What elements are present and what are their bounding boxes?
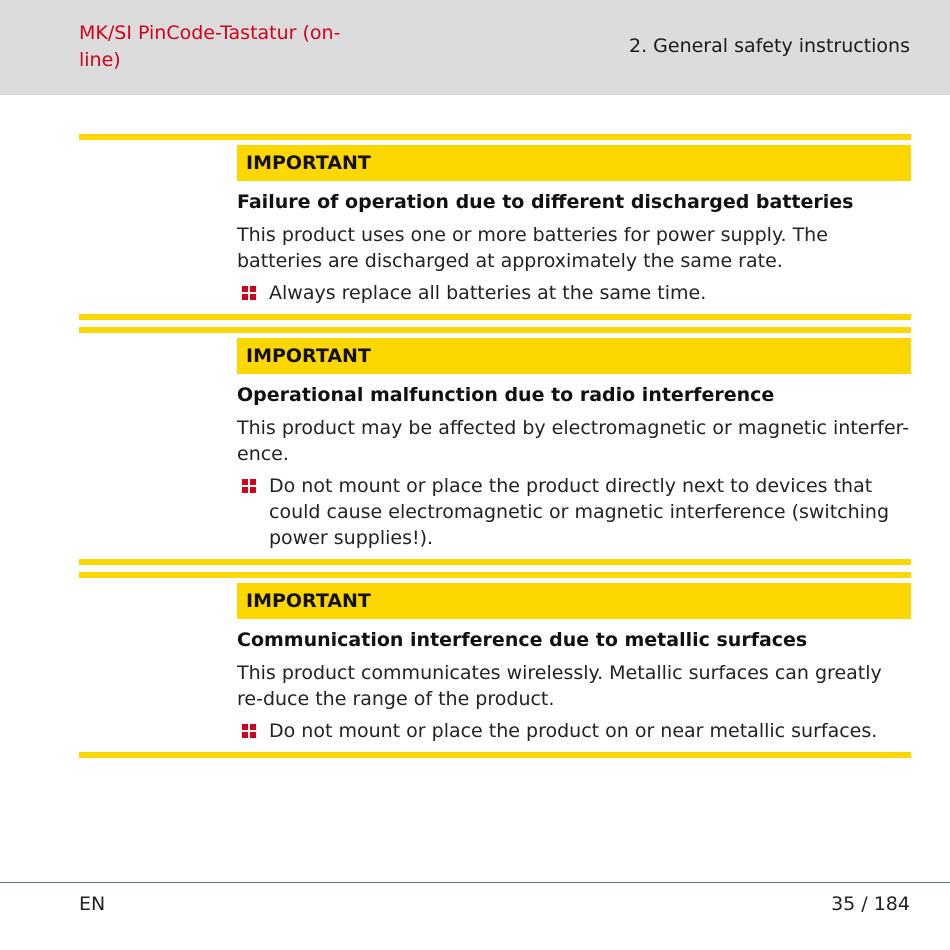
page-header bbox=[0, 0, 950, 95]
document-title: MK/SI PinCode-Tastatur (on-line) bbox=[79, 22, 341, 71]
red-square-bullet-icon bbox=[242, 724, 256, 738]
notice-bullet-text: Do not mount or place the product on or near metallic surfaces. bbox=[269, 720, 878, 742]
notice-top-rule bbox=[79, 572, 911, 578]
notice-body bbox=[237, 382, 911, 551]
notice-heading: Operational malfunction due to radio interference bbox=[237, 384, 775, 406]
page-number: 35 / 184 bbox=[831, 893, 910, 915]
important-notice-batteries bbox=[79, 134, 911, 320]
notice-bullet-text: Always replace all batteries at the same time. bbox=[269, 282, 707, 304]
notice-bottom-rule bbox=[79, 314, 911, 320]
notice-label: IMPORTANT bbox=[246, 345, 371, 367]
footer-divider bbox=[0, 882, 950, 883]
notice-top-rule bbox=[79, 327, 911, 333]
notice-bullet-item bbox=[237, 473, 911, 551]
notice-heading: Failure of operation due to different discharged batteries bbox=[237, 191, 854, 213]
important-notice-radio-interference bbox=[79, 327, 911, 565]
important-notice-metallic-surfaces bbox=[79, 572, 911, 758]
footer-language: EN bbox=[79, 893, 106, 915]
notice-label-bar bbox=[237, 338, 911, 374]
section-title: 2. General safety instructions bbox=[628, 35, 910, 57]
notice-top-rule bbox=[79, 134, 911, 140]
notice-text: This product communicates wirelessly. Metallic surfaces can greatly re-duce the range of the product. bbox=[237, 662, 882, 710]
notice-text: This product may be affected by electromagnetic or magnetic interfer-ence. bbox=[237, 417, 910, 465]
notice-label-bar bbox=[237, 145, 911, 181]
notice-bullet-item bbox=[237, 718, 911, 744]
red-square-bullet-icon bbox=[242, 479, 256, 493]
notice-label: IMPORTANT bbox=[246, 152, 371, 174]
notice-body bbox=[237, 627, 911, 744]
notice-bottom-rule bbox=[79, 752, 911, 758]
notice-text: This product uses one or more batteries for power supply. The batteries are discharged at approximately the same rate. bbox=[237, 224, 828, 272]
red-square-bullet-icon bbox=[242, 286, 256, 300]
notice-label-bar bbox=[237, 583, 911, 619]
notice-heading: Communication interference due to metallic surfaces bbox=[237, 629, 808, 651]
notice-bottom-rule bbox=[79, 559, 911, 565]
notice-label: IMPORTANT bbox=[246, 590, 371, 612]
notice-bullet-item bbox=[237, 280, 911, 306]
notice-bullet-text: Do not mount or place the product directly next to devices that could cause electromagnetic or magnetic interference (switching power supplies!). bbox=[269, 475, 890, 549]
notice-body bbox=[237, 189, 911, 306]
